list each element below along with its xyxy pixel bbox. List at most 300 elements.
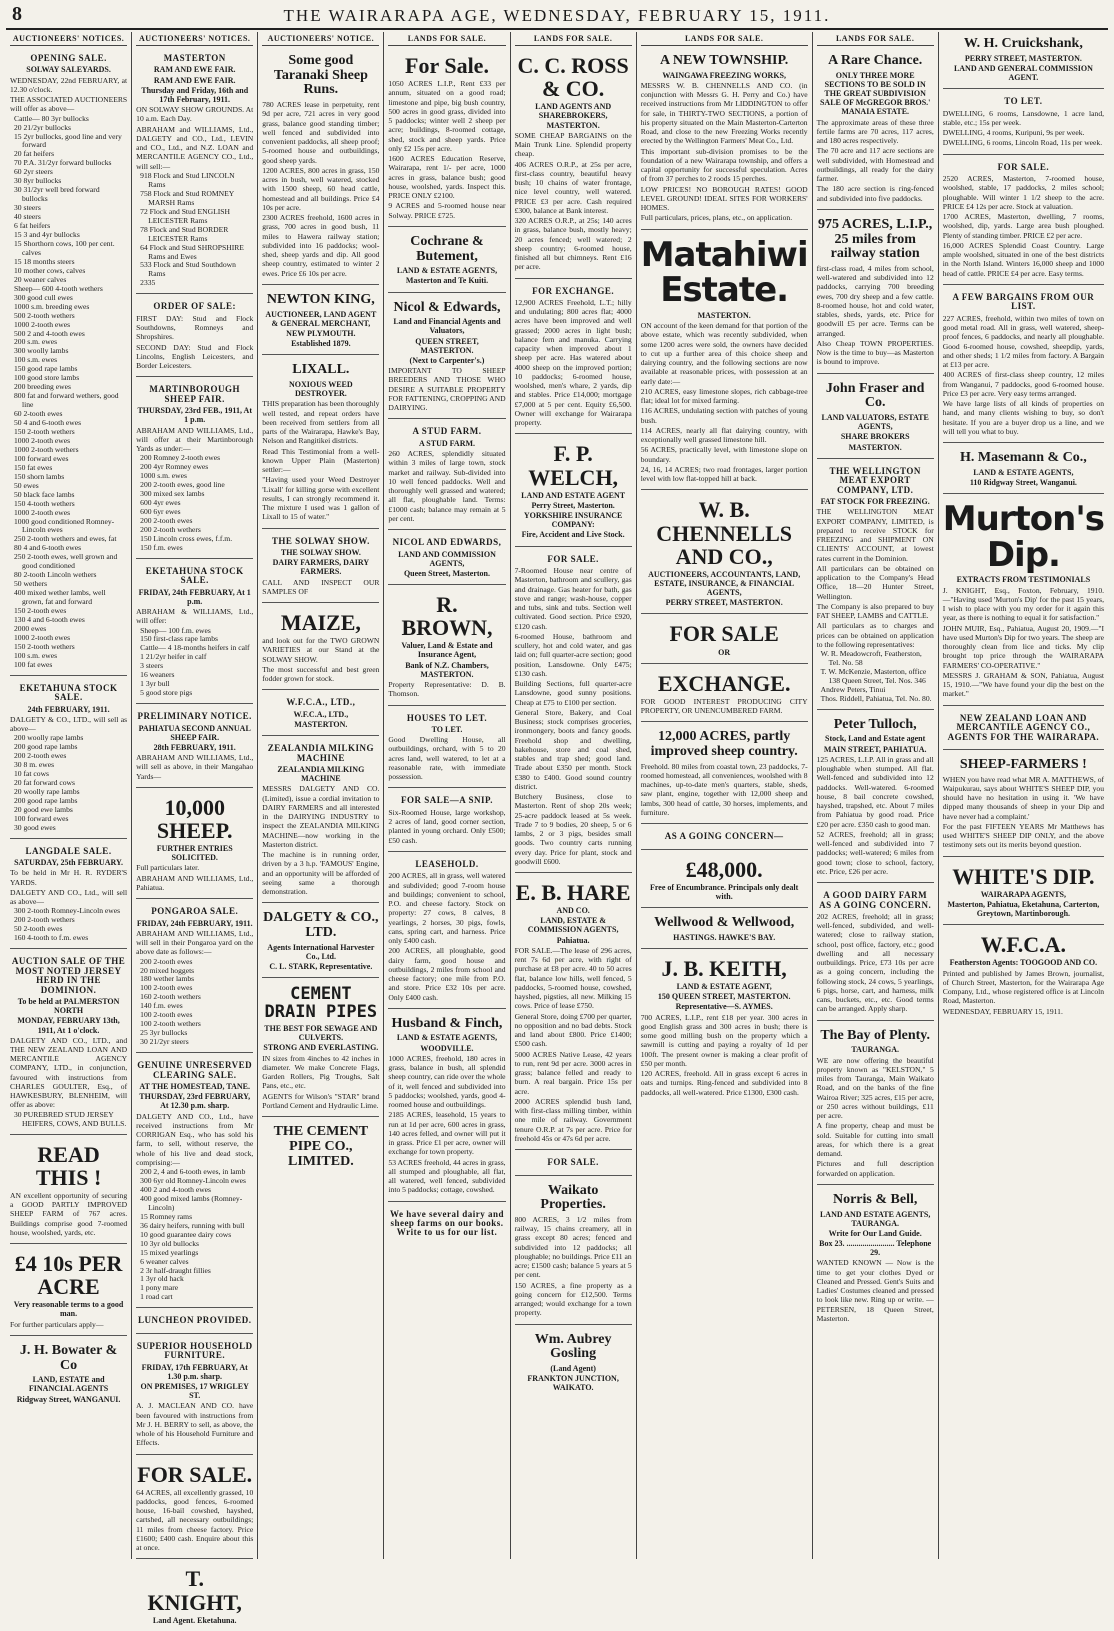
ad-text: 1200 ACRES, 800 acres in grass, 150 acres in bush, well watered, stocked with 1500 sheep, 60 head cattle, homestead and all buildings. Price £4 10s per acre. (262, 165, 380, 212)
ad-subheading: WAIRARAPA AGENTS, (980, 889, 1066, 899)
ad-subheading: MASTERTON. (294, 720, 348, 730)
ad-list-item: 300 mixed sex lambs (140, 489, 205, 499)
ad-subheading: ONLY THREE MORE SECTIONS TO BE SOLD IN THE GREAT SUBDIVISION SALE OF McGREGOR BROS.' MANAIA ESTATE. (819, 70, 931, 117)
ad-list-item: 15 Romney rams (140, 1211, 193, 1221)
ad-subheading: Masterton and Te Kuiti. (405, 276, 489, 286)
ad-list-item: 150 2-tooth wethers (14, 641, 75, 651)
column-header: AUCTIONEERS' NOTICE. (262, 32, 379, 46)
ad-list-item: 300 good cull ewes (14, 292, 73, 302)
ad-list-item: 160 2-tooth wethers (140, 992, 201, 1002)
ad-list-item: 60 2yr steers (14, 167, 53, 177)
ad-subheading: LAND & ESTATE AGENT, (676, 982, 772, 992)
ad-subheading: LAND VALUATORS, ESTATE AGENTS, (821, 413, 929, 432)
ad-text: DWELLING, 4 rooms, Kuripuni, 9s per week. (942, 128, 1085, 138)
advertisement (136, 1562, 253, 1630)
ad-text: WEDNESDAY, 22nd FEBRUARY, at 12.30 o'clock. (10, 75, 128, 94)
ad-text: WANTED KNOWN — Now is the time to get your clothes Dyed or Cleaned and Pressed. Gent's Suits and Ladies' Costumes cleaned and pressed to look like new. Ring up or write. — PETERSEN, 18 Queen Street, Masterton. (816, 1258, 934, 1323)
ad-subheading: EXTRACTS FROM TESTIMONIALS (956, 575, 1091, 585)
ad-list-item: Sheep— 600 4-tooth wethers (14, 283, 103, 293)
ad-subheading: AT THE HOMESTEAD, TANE. (139, 1081, 251, 1091)
ad-list-item: 758 Flock and Stud ROMNEY MARSH Rams (140, 188, 234, 207)
column-6 (637, 32, 813, 1559)
advertisement (943, 446, 1104, 494)
ad-text: MESSRS W. B. CHENNELLS AND CO. (in conjunction with Messrs G. H. Perry and Co.) have received instructions from Mr LIDDINGTON to offer for sale, in THIRTY-TWO SECTIONS, a portion of his property situated on the Main Masterton-Carterton Road, and close to the new Freezing Works recently erected by the Wellington Farmers' Meat Co., Ltd. (640, 80, 808, 146)
ad-list-item: 250 2-tooth wethers and ewes, fat (14, 534, 117, 544)
ad-text: Six-Roomed House, large workshop, 2 acres of land, good corner section, planted in young orchard. Only £500; £50 cash. (388, 807, 506, 845)
ad-list-item: 40 steers (14, 212, 41, 222)
ad-list-item: 50 4 and 6-tooth ewes (14, 418, 82, 428)
ad-heading: W.F.C.A. (980, 932, 1066, 958)
ad-list-item: 10 mother cows, calves (14, 265, 86, 275)
columns-container (6, 32, 1108, 1625)
ad-text: WHEN you have read what MR A. MATTHEWS, of Waipukurau, says about WHITE'S SHEEP DIP, you should have no hesitation in using it. 'We have dipped many thousands of sheep in your Dip and have never had a complaint.' (942, 774, 1105, 821)
ad-heading: FOR EXCHANGE. (532, 285, 615, 296)
advertisement (943, 928, 1104, 1022)
advertisement (10, 1247, 127, 1336)
ad-subheading: THE BEST FOR SEWAGE AND CULVERTS. (264, 1024, 378, 1043)
ad-text: ABRAHAM AND WILLIAMS, Ltd., will offer at their Martinborough Yards as under:— (136, 425, 254, 454)
ad-text: DALGETY AND CO., Ltd., have received instructions from Mr CORRIGAN Esq., who has sold his farm, to sell, without reserve, the whole of his live and dead stock, comprising:— (136, 1111, 254, 1167)
ad-heading: GENUINE UNRESERVED CLEARING SALE. (137, 1060, 253, 1080)
advertisement (817, 1024, 934, 1185)
ad-list-item: 15 3 and 4yr bullocks (14, 230, 80, 240)
ad-list-item: 1000 2-tooth ewes (14, 507, 71, 517)
ad-list-item: 25 3yr bullocks (140, 1028, 188, 1038)
ad-list-item: 10 3yr old bullocks (140, 1238, 199, 1248)
advertisement (388, 791, 505, 851)
ad-list-item: 50 black face lambs (14, 489, 75, 499)
advertisement (943, 753, 1104, 857)
ad-subheading: SATURDAY, 25th FEBRUARY. (14, 858, 124, 868)
ad-text: FIRST DAY: Stud and Flock Southdowns, Romneys and Shropshires. (136, 313, 254, 342)
ad-list-item: 150 2-tooth ewes (14, 606, 67, 616)
ad-list-item: 200 2-tooth ewes (140, 515, 193, 525)
ad-list-item: 10 good guarantee dairy cows (140, 1229, 232, 1239)
column-header: LANDS FOR SALE. (817, 32, 934, 46)
advertisement (641, 493, 808, 614)
ad-subheading: Queen Street, Masterton. (403, 568, 491, 578)
column-header: LANDS FOR SALE. (515, 32, 632, 46)
ad-list-item: 150 shorn lambs (14, 471, 65, 481)
ad-heading: A GOOD DAIRY FARM AS A GOING CONCERN. (819, 890, 932, 910)
advertisement (136, 562, 253, 704)
advertisement (136, 791, 253, 899)
ad-list-item: 50 wethers (14, 579, 48, 589)
ad-subheading: Established 1879. (291, 339, 351, 349)
ad-list-item: 600 4yr ewes (140, 498, 181, 508)
ad-subheading: YORKSHIRE INSURANCE COMPANY: (523, 511, 623, 530)
ad-list-item: 533 Flock and Stud Southdown Rams (140, 260, 236, 279)
ad-list-item: 20 fat heifers (14, 149, 55, 159)
ad-list-item: 100 s.m. ewes (14, 355, 58, 365)
ad-subheading: W.F.C.A., LTD., (293, 709, 349, 719)
advertisement (388, 588, 505, 705)
ad-subheading: WAINGAWA FREEZING WORKS, (662, 70, 786, 80)
ad-subheading: AUCTIONEERS, ACCOUNTANTS, LAND, ESTATE, INSURANCE, & FINANCIAL AGENTS, (648, 569, 801, 598)
advertisement (262, 981, 379, 1117)
ad-heading: NICOL AND EDWARDS, (392, 537, 502, 548)
ad-subheading: LAND AND COMMISSION AGENTS, (398, 549, 496, 568)
ad-list-item: 20 21/2yr bullocks (14, 122, 71, 132)
ad-list-item: 100 2-tooth ewes (140, 983, 193, 993)
ad-text: DALGETY AND CO., LTD., and THE NEW ZEALAND LOAN AND MERCANTILE AGENCY COMPANY, LTD., in conjunction, favoured with instructions from CHARLES GOULTER, Esq., of HAWKESBURY, BLENHEIM, will offer as above: (10, 1035, 128, 1110)
ad-text: Read This Testimonial from a well-known Upper Plain (Masterton) settler:— (262, 446, 380, 475)
ad-list-item: 2 3r half-draught fillies (140, 1265, 211, 1275)
column-5 (511, 32, 637, 1559)
ad-subheading: STRONG AND EVERLASTING. (263, 1043, 379, 1053)
ad-subheading: Box 23. ........................ Telephone 29. (819, 1239, 932, 1258)
ad-subheading: SOLWAY SALEYARDS. (26, 65, 111, 75)
ad-text: For further particulars apply— (10, 1319, 104, 1329)
ad-list-item: 30 8yr bullocks (14, 176, 62, 186)
ad-subheading: OR (718, 647, 731, 657)
ad-text: ABRAHAM AND WILLIAMS, Ltd., will sell in their Pongaroa yard on the above date as follows:— (136, 928, 254, 957)
ad-heading: FOR SALE. (547, 553, 599, 564)
ad-text: 200 ACRES, all in grass, well watered and subdivided; good 7-room house and buildings; convenient to school, P.O. and cheese factory. Stock on property: 27 cows, 8 calves, 8 yearlings, 2 horses, 30 pigs, fowls, cans, spring cart, and harness. Price only £400 cash. (388, 871, 506, 946)
ad-text: 64 ACRES, all excellently grassed, 10 paddocks, good fences, 6-roomed house, 16-bail cowshed, hayshed, cartshed, all necessary outbuildings; 11 miles from cheese factory. Price £1600; £400 cash. Enquire about this at once. (136, 1487, 254, 1553)
ad-text: The 180 acre section is ring-fenced and subdivided into five paddocks. (816, 184, 934, 203)
ad-text: Also Cheap TOWN PROPERTIES. Now is the time to buy—as Masterton is bound to improve. (816, 338, 934, 367)
ad-heading: FOR SALE. (997, 161, 1050, 172)
ad-subheading: THURSDAY, 23rd FEB., 1911, At 1 p.m. (137, 406, 252, 425)
ad-text: AN excellent opportunity of securing a GOOD PARTLY IMPROVED SHEEP FARM of 767 acres. Buildings comprise good 7-roomed house, woolshed, yards, etc. (10, 1190, 128, 1237)
ad-text: 200 ACRES, all ploughable, good dairy farm, good house and outbuildings, 2 miles from school and cheese factory; one mile from P.O. and store. Price £32 10s per acre. Only £400 cash. (388, 946, 506, 1002)
ad-heading: John Fraser and Co. (825, 380, 925, 411)
ad-text: 260 ACRES, splendidly situated within 3 miles of large town, stock market and railway. Sub-divided into 10 well fenced paddocks. Well and thoroughly well grassed and watered; all flat, ploughable land. Terms: £1000 cash; balance may remain at 5 per cent. (388, 449, 506, 523)
ad-list-item: 20 weaner calves (14, 274, 67, 284)
ad-subheading: THE SOLWAY SHOW. (280, 548, 361, 557)
ad-list-item: 150 f.m. ewes (140, 542, 183, 552)
ad-heading: HOUSES TO LET. (406, 712, 488, 723)
advertisement (943, 158, 1104, 285)
ad-list-item: W. R. Meadowcroft, Featherston, Tel. No. 58 (820, 649, 922, 668)
ad-subheading: LAND, ESTATE & COMMISSION AGENTS, (527, 916, 619, 935)
ad-heading: The Bay of Plenty. (820, 1027, 931, 1043)
ad-list-item: 200 Romney 2-tooth ewes (140, 453, 221, 463)
ad-subheading: LAND, ESTATE and FINANCIAL AGENTS (28, 1375, 109, 1394)
ad-heading: Wm. Aubrey Gosling (534, 1331, 612, 1362)
ad-heading: Waikato Properties. (540, 1182, 606, 1213)
advertisement (10, 49, 127, 676)
ad-text: 400 ACRES of first-class sheep country, 12 miles from Wanganui, 7 paddocks, good 6-roomed house. Price £3 per acre. Very easy terms arranged. (942, 370, 1105, 398)
ad-list-item: 100 good store lambs (14, 373, 80, 383)
ad-heading: MARTINBOROUGH SHEEP FAIR. (149, 384, 241, 404)
ad-text: IN sizes from 4inches to 42 inches in diameter. We make Concrete Flags, Garden Rollers, Pig Troughs, Salt Pans, etc., etc. (262, 1053, 380, 1091)
ad-subheading: RAM AND EWE FAIR. (153, 65, 236, 75)
advertisement (136, 1337, 253, 1455)
ad-subheading: LAND AND ESTATE AGENTS, TAURANGA. (819, 1209, 931, 1228)
ad-subheading: Pahiatua. (556, 935, 590, 945)
advertisement (641, 827, 808, 849)
advertisement (817, 213, 934, 374)
ad-list-item: 64 Flock and Stud SHROPSHIRE Rams and Ewes (140, 242, 244, 261)
ad-subheading: PAHIATUA SECOND ANNUAL SHEEP FAIR. (138, 723, 251, 742)
ad-heading: LIXALL. (292, 362, 350, 378)
advertisement (515, 49, 632, 279)
advertisement (388, 49, 505, 227)
advertisement (262, 49, 379, 285)
ad-text: 125 ACRES, L.I.P. All in grass and all ploughable when stumped. All flat. Well-fenced and subdivided into 12 paddocks. Well-watered. 6-roomed house, 8 bail concrete cowshed, hayshed, trapshed, etc. About 7 miles from Pahiatua by good road. Price £20 per acre. £350 cash to good man. (816, 754, 934, 829)
ad-subheading: HASTINGS. HAWKE'S BAY. (673, 932, 776, 942)
ad-list-item: 200 2-tooth ewes, good line (140, 480, 225, 490)
ad-subheading: LAND & ESTATE AGENTS, (396, 1033, 498, 1043)
ad-list-item: 16 weaners (140, 670, 175, 680)
ad-heading: 975 ACRES, L.I.P., 25 miles from railway station (818, 216, 933, 262)
ad-subheading: (Land Agent) (550, 1364, 596, 1374)
ad-subheading: Free of Encumbrance. Principals only dealt with. (650, 882, 799, 901)
ad-subheading: Perry Street, Masterton. (531, 500, 615, 510)
ad-text: DALGETY & CO., LTD., will sell as above— (10, 714, 128, 734)
advertisement (262, 906, 379, 978)
ad-list-item: 20 woolly rape lambs (14, 787, 80, 796)
ad-text: 9 ACRES and 5-roomed house near Solway. PRICE £725. (388, 201, 506, 220)
ad-list-item: 20 mixed hoggets (140, 965, 195, 975)
ad-subheading: Bank of N.Z. Chambers, MASTERTON. (405, 660, 489, 679)
ad-text: FOR GOOD INTEREST PRODUCING CITY PROPERTY, OR UNENCUMBERED FARM. (640, 696, 808, 716)
ad-subheading: NEW PLYMOUTH. (286, 328, 356, 338)
ad-text: 53 ACRES freehold, 44 acres in grass, all stumped and ploughable, all flat, all watered, well fenced, subdivided into 5 paddocks; cottage, cowshed. (388, 1157, 506, 1195)
advertisement (136, 707, 253, 788)
advertisement (515, 876, 632, 1150)
ad-text: This important sub-division promises to be the foundation of a new Wairarapa township, and offers a capital opportunity for successful speculation. Acres of from 37 perches to 2 roods 15 perches. (640, 146, 808, 184)
advertisement (388, 709, 505, 789)
ad-list-item: 30 31/2yr well bred forward bullocks (14, 185, 100, 204)
ad-heading: Norris & Bell, (832, 1191, 918, 1207)
ad-heading: We have several dairy and sheep farms on our books. Write to us for our list. (389, 1208, 504, 1238)
ad-list-item: 200 woolly rape lambs (14, 733, 84, 743)
ad-list-item: 2000 ewes (14, 623, 47, 633)
ad-text: THE WELLINGTON MEAT EXPORT COMPANY, LIMITED, is prepared to receive STOCK for FREEZING and SHIPMENT ON CLIENTS' ACCOUNT, at lowest rates current in the Dominion. (816, 507, 934, 563)
ad-heading: J. H. Bowater & Co (19, 1342, 118, 1373)
ad-text: ABRAHAM AND WILLIAMS, Ltd., Pahiatua. (136, 873, 254, 892)
ad-subheading: Featherston Agents: TOOGOOD AND CO. (949, 958, 1098, 968)
ad-text: 7-Roomed House near centre of Masterton, bathroom and scullery, gas and drainage. Gas heater for bath, gas stove and range; wash-house, copper and tubs, sink and tubs. Section well cultivated. Good section. Price £920, £120 cash. (514, 566, 632, 631)
ad-subheading: LAND & ESTATE AGENTS, (973, 467, 1074, 477)
ad-heading: LUNCHEON PROVIDED. (137, 1315, 252, 1326)
column-8 (939, 32, 1108, 1559)
ad-text: THE ASSOCIATED AUCTIONEERS will offer as above— (10, 95, 128, 114)
advertisement (817, 713, 934, 883)
ad-subheading: PERRY STREET, MASTERTON. (964, 53, 1082, 63)
ad-text: 406 ACRES O.R.P., at 25s per acre, first-class country, beautiful heavy bush; 10 chains of water frontage, nice level country, well watered. PRICE £3 per acre. Cash required £300, balance at Bank interest. (514, 159, 632, 215)
ad-text: Printed and published by James Brown, journalist, of Church Street, Masterton, for the Wairarapa Age Company, Ltd., whose registered office is at Lincoln Road, Masterton. (942, 968, 1105, 1006)
ad-subheading: MASTERTON. (697, 311, 751, 320)
ad-list-item: 800 fat and forward wethers, good line (14, 391, 119, 410)
ad-text: AGENTS for Wilson's "STAR" brand Portland Cement and Hydraulic Lime. (262, 1091, 380, 1110)
ad-list-item: 150 fat ewes (14, 462, 53, 472)
ad-text: ABRAHAM and WILLIAMS, Ltd., DALGETY and CO., Ltd., LEVIN and CO., Ltd., and N.Z. LOAN and MERCANTILE AGENCY CO., Ltd., will sell:— (136, 124, 254, 171)
ad-heading: AUCTION SALE OF THE MOST NOTED JERSEY HERD IN THE DOMINION. (11, 956, 126, 995)
ad-list-item: 200 4yr Romney ewes (140, 462, 209, 472)
ad-text: 202 ACRES, freehold; all in grass; well-fenced, subdivided, and well-watered; close to railway station, school, post office, factory, etc.; good dwelling and all necessary outbuildings. Price, £73 10s per acre as a going concern, including the following stock, 24 cows, 5 yearlings, 6 pigs, horse, cart, and harness, milk cans, buckets, etc., etc. Good terms can be arranged. Apply sharp. (816, 911, 934, 1014)
ad-text: Building Sections, full quarter-acre Lansdowne, good sunny positions. Cheap at £75 to £100 per section. (514, 679, 632, 707)
ad-list-item: 300 6yr old Romney-Lincoln ewes (140, 1175, 247, 1185)
ad-subheading: 28th FEBRUARY, 1911. (153, 742, 236, 752)
ad-text: SECOND DAY: Stud and Flock Lincolns, English Leicesters, and Border Leicesters. (136, 342, 254, 371)
ad-list-item: 918 Flock and Stud LINCOLN Rams (140, 170, 235, 189)
ad-list-item: 15 Shorthorn cows, 100 per cent. calves (14, 238, 115, 257)
ad-subheading: MAIN STREET, PAHIATUA. (823, 744, 927, 754)
ad-text: THIS preparation has been thoroughly well tested, and repeat orders have been received from settlers from all parts of the Wairarapa, Hawke's Bay, Nelson and Rangitikei districts. (262, 399, 380, 446)
ad-heading: TO LET. (1004, 96, 1043, 107)
ad-list-item: 100 forward ewes (14, 813, 69, 823)
ad-list-item: 400 mixed wether lambs, well grown, fat and forward (14, 588, 106, 607)
ad-text: Full particulars later. (136, 863, 200, 873)
ad-subheading: A STUD FARM. (418, 438, 476, 448)
ad-subheading: MASTERTON. (848, 442, 902, 452)
advertisement (641, 853, 808, 908)
ad-heading: SUPERIOR HOUSEHOLD FURNITURE. (136, 1340, 253, 1361)
ad-heading: £4 10s PER ACRE (14, 1251, 123, 1300)
ad-subheading: NOXIOUS WEED DESTROYER. (289, 379, 353, 399)
ad-heading: AS A GOING CONCERN— (664, 831, 784, 842)
advertisement (388, 533, 505, 585)
ad-text: General Store, Bakery, and Coal Business; stock comprises groceries, ironmongery, boots and fancy goods. Freehold shop and dwelling, bakehouse, store and coal shed, stables and trap shed; good land. Trade about £350 per month. Stock £380 to £400. Good sound country district. (514, 707, 632, 791)
ad-heading: C. C. ROSS & CO. (517, 53, 629, 102)
ad-text: Freehold. 80 miles from coastal town, 23 paddocks, 7-roomed homestead, all conveniences, woolshed with 8 machines, up-to-date men's quarters, stable, sheds, saw plant, engine, together with 12,000 sheep and lambs, 300 head of cattle, 30 horses, implements, and furniture. (640, 761, 808, 817)
advertisement (388, 855, 505, 1009)
column-3 (258, 32, 384, 1559)
ad-subheading: Land Agent. Eketahuna. (152, 1615, 237, 1625)
ad-list-item: Thos. Riddell, Pahiatua, Tel. No. 80. (820, 693, 932, 703)
ad-subheading: Land and Financial Agents and Valuators, (393, 317, 501, 336)
ad-list-item: 1 road cart (140, 1292, 173, 1302)
ad-list-item: 150 first-class rape lambs (140, 634, 218, 644)
ad-heading: Murton's Dip. (942, 499, 1105, 575)
ad-text: The Company is also prepared to buy FAT SHEEP, LAMBS and CATTLE. (816, 601, 934, 621)
ad-text: 210 ACRES, easy limestone slopes, rich cabbage-tree flat; ideal lot for mixed farming. (640, 386, 808, 406)
ad-list-item: 20 fat forward cows (14, 778, 75, 788)
ad-text: first-class road, 4 miles from school, well-watered and subdivided into 12 paddocks, carrying 700 breeding ewes, 700 dry sheep and a few cattle. 8-roomed house, hot and cold water, stables, sheds, yards, etc. Price for goodwill £5 per acre. Terms can be arranged. (816, 263, 934, 338)
ad-heading: A NEW TOWNSHIP. (660, 53, 789, 68)
ad-text: 2000 ACRES splendid bush land, with first-class milling timber, within one mile of railway. Government tenure O.R.P. at 7s per acre. Price for freehold 45s or 47s 6d per acre. (514, 1096, 632, 1143)
advertisement (10, 1138, 127, 1244)
ad-subheading: FRIDAY, 24th FEBRUARY, At 1 p.m. (138, 587, 251, 606)
ad-heading: NEW ZEALAND LOAN AND MERCANTILE AGENCY CO., AGENTS FOR THE WAIRARAPA. (947, 712, 1100, 742)
ad-text: 12,900 ACRES Freehold, L.T.; hilly and undulating; 800 acres flat; 4000 acres have been improved and well grassed; 2000 acres in light bush; balance fern and manuka. Carrying capacity when improved about 1 sheep per acre. Has watered about 4000 sheep on the improved portion; 10 paddocks; 6-roomed house, woolshed, men's whare, 2 yards, dip and stables. Price £14,000; mortgage £7,000 at 5 per cent. Equity £6,500. Owner will exchange for Wairarapa property. (514, 297, 632, 428)
ad-text: 5000 ACRES Native Lease, 42 years to run, rent 9d per acre. 3000 acres in grass; balance felled and ready to burn. A real bargain. Price 15s per acre. (514, 1049, 632, 1096)
ad-list-item: 150 Lincoln cross ewes, f.f.m. (140, 533, 233, 543)
ad-subheading: QUEEN STREET, MASTERTON. (415, 336, 479, 355)
ad-heading: ORDER OF SALE: (153, 301, 237, 312)
ad-list-item: T. W. McKenzie, Masterton, office 138 Queen Street, Tel. Nos. 346 (820, 666, 927, 685)
ad-heading: PRELIMINARY NOTICE. (137, 711, 252, 722)
ad-list-item: 500 2 and 4-tooth ewes (14, 328, 85, 338)
ad-text: 6-roomed House, bathroom and scullery, hot and cold water, and gas laid on; full quarter-acre section; good position, Lansdowne. Only £475; £130 cash. (514, 631, 632, 678)
ad-list-item: 160 4-tooth to f.m. ewes (14, 933, 89, 943)
ad-list-item: 200 good rape lambs (14, 795, 78, 805)
advertisement (136, 297, 253, 377)
advertisement (641, 49, 808, 230)
ad-text: 150 ACRES, a fine property as a going concern for £12,500. Terms arranged; would exchange for a town property. (514, 1280, 632, 1318)
ad-list-item: 100 2-tooth ewes (140, 1010, 193, 1020)
advertisement (388, 1205, 505, 1245)
ad-list-item: 100 fat ewes (14, 659, 53, 669)
ad-list-item: 1 3yr bull (140, 679, 170, 689)
ad-heading: R. BROWN, (401, 592, 493, 641)
ad-text: IMPORTANT TO SHEEP BREEDERS AND THOSE WHO DESIRE A SUITABLE PROPERTY FOR FATTENING, CROPPING AND DAIRYING. (388, 366, 506, 413)
ad-text: 2300 ACRES freehold, 1600 acres in grass, 700 acres in good bush, 11 miles to Hawera railway station; subdivided into 16 paddocks; wool-shed, sheep yards and dip. All good sheep country, estimated to winter 2 ewes. Price £6 10s per acre. (262, 213, 380, 278)
ad-list-item: Cattle— 4 18-months heifers in calf (140, 643, 250, 653)
column-7 (813, 32, 939, 1559)
ad-text: A fine property, cheap and must be sold. Suitable for cutting into small areas, for which there is a great demand. (816, 1121, 934, 1159)
ad-subheading: FRIDAY, 17th FEBRUARY, At 1.30 p.m. sharp. (141, 1362, 248, 1381)
ad-text: 56 ACRES, practically level, with limestone slope on boundary. (640, 445, 808, 464)
ad-list-item: 5 good store pigs (140, 688, 193, 698)
ad-list-item: 50 ewes (14, 480, 39, 490)
advertisement (641, 233, 808, 491)
ad-heading: T. KNIGHT, (147, 1566, 242, 1615)
ad-subheading: ON PREMISES, 17 WRIGLEY ST. (140, 1382, 249, 1401)
ad-text: 700 ACRES, L.I.P., rent £18 per year. 300 acres in good English grass and 300 acres in bush; there is some good milling bush on the property which a sawmill is cutting and paying a royalty of 1d per 100ft. The present owner is making a clear profit of £50 per month. (640, 1012, 808, 1068)
ad-text: MESSRS J. GRAHAM & SON, Pahiatua, August 15, 1910.—"We have found your dip the best on the market." (942, 670, 1105, 699)
ad-text: SOME CHEAP BARGAINS on the Main Trunk Line. Splendid property cheap. (514, 130, 632, 159)
ad-subheading: Write for Our Land Guide. (828, 1228, 922, 1238)
ad-text: 24, 16, 14 ACRES; two road frontages, larger portion level with low flat-topped hill at back. (640, 464, 808, 484)
ad-subheading: DAIRY FARMERS, DAIRY FARMERS. (272, 558, 370, 577)
advertisement (943, 92, 1104, 154)
ad-list-item: 78 Flock and Stud BORDER LEICESTER Rams (140, 224, 229, 243)
advertisement (817, 886, 934, 1021)
ad-text: All particulars can be obtained on application to the Company's Head Office, 18—20 Hunter Street, Wellington. (816, 563, 934, 601)
ad-list-item: 1 pony mare (140, 1283, 179, 1293)
ad-heading: F. P. WELCH, (528, 441, 619, 490)
ad-subheading: FRIDAY, 24th FEBRUARY, 1911. (136, 918, 253, 928)
ad-text: 2520 ACRES, Masterton, 7-roomed house, woolshed, stable, 17 paddocks, 2 miles school; ploughable. Will winter 1 1/2 sheep to the acre. PRICE £4 12s per acre. Stock at valuation. (942, 174, 1105, 211)
ad-subheading: Very reasonable terms to a good man. (13, 1300, 124, 1319)
ad-text: General Store, doing £700 per quarter, no opposition and no bad debts. Stock and land about £800. Price £1400; £500 cash. (514, 1011, 632, 1049)
ad-list-item: 30 good ewes (14, 822, 56, 832)
ad-list-item: 10 fat cows (14, 769, 50, 779)
ad-heading: 10,000 SHEEP. (156, 794, 233, 843)
ad-list-item: 15 2yr bullocks, good line and very forward (14, 131, 122, 150)
ad-text: ON account of the keen demand for that portion of the above estate, which was recently subdivided, when some 1200 acres were sold, the owners have decided to cut up a further area of this choice sheep and dairying country, and the following sections are now available at reasonable prices, with possession at an early date:— (640, 321, 808, 386)
ad-list-item: 72 Flock and Stud ENGLISH LEICESTER Rams (140, 206, 230, 225)
ad-heading: ZEALANDIA MILKING MACHINE (267, 743, 374, 763)
ad-subheading: To be held at PALMERSTON NORTH (17, 996, 120, 1016)
ad-heading: J. B. KEITH, (661, 956, 787, 981)
ad-heading: A Rare Chance. (828, 53, 923, 68)
advertisement (136, 1311, 253, 1333)
ad-heading: H. Masemann & Co., (960, 450, 1087, 465)
ad-list-item: 1000 2-tooth ewes (14, 632, 71, 642)
ad-list-item: 1000 2-tooth ewes (14, 319, 71, 329)
ad-list-item: 15 mixed yearlings (140, 1247, 199, 1257)
ad-text: The approximate areas of these three fertile farms are 70 acres, 117 acres, and 180 acres respectively. (816, 117, 934, 146)
ad-heading: PONGAROA SALE. (151, 906, 239, 917)
column-header: AUCTIONEERS' NOTICES. (136, 32, 253, 46)
ad-list-item: 400 2 and 4-tooth ewes (140, 1184, 212, 1194)
advertisement (817, 462, 934, 710)
column-header: AUCTIONEERS' NOTICES. (10, 32, 127, 46)
advertisement (262, 693, 379, 736)
ad-list-item: 30 PUREBRED STUD JERSEY HEIFERS, COWS, AND BULLS. (14, 1109, 127, 1128)
advertisement (262, 739, 379, 903)
advertisement (388, 1012, 505, 1202)
ad-text: 1000 ACRES, freehold, 180 acres in grass, balance in bush, all splendid sheep country, can ride over the whole of it, well fenced and subdivided into 5 paddocks; woolshed, yards, good 4-roomed house and outbuildings. (388, 1053, 506, 1110)
ad-subheading: (Next to Carpenter's.) (409, 356, 485, 366)
ad-text: ABRAHAM AND WILLIAMS, Ltd., will sell as above, in their Mangahao Yards— (136, 753, 254, 781)
ad-heading: 12,000 ACRES, partly improved sheep country. (650, 729, 798, 760)
advertisement (641, 725, 808, 824)
ad-list-item: 6 fat heifers (14, 221, 51, 231)
ad-heading: EXCHANGE. (657, 670, 791, 696)
column-1 (6, 32, 132, 1559)
ad-subheading: THURSDAY, 23rd FEBRUARY, At 12.30 p.m. sharp. (139, 1092, 251, 1111)
ad-heading: W.F.C.A., LTD., (286, 697, 356, 708)
ad-text: ON SOLWAY SHOW GROUNDS. At 10 a.m. Each Day. (136, 105, 254, 124)
ad-subheading: Representative—S. AYMES. (675, 1002, 773, 1012)
